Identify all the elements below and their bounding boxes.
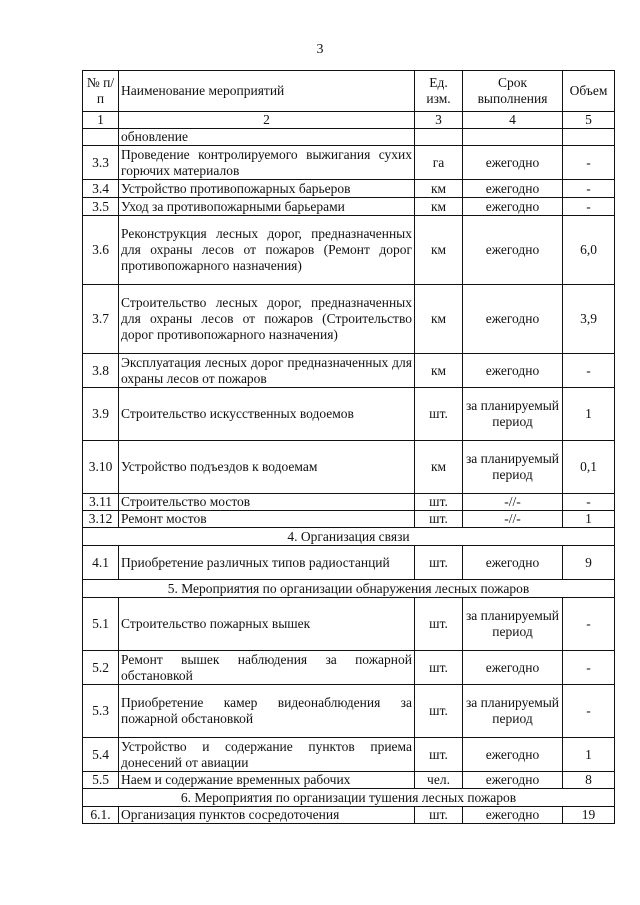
cell-name: Эксплуатация лесных дорог предназначенных для охраны лесов от пожаров: [119, 354, 415, 388]
table-row: [83, 388, 615, 441]
section-header-row: [83, 580, 615, 598]
cell-name: Строительство мостов: [119, 494, 415, 511]
column-numbers-row: [83, 112, 615, 129]
cell-num: 3.10: [83, 441, 119, 494]
page-number: 3: [316, 42, 324, 57]
table-row: [83, 685, 615, 738]
cell-name: Ремонт мостов: [119, 511, 415, 528]
table-row: [83, 146, 615, 180]
table-row: [83, 546, 615, 580]
cell-term: -//-: [463, 511, 563, 528]
cell-num: 4.1: [83, 546, 119, 580]
section-title: 5. Мероприятия по организации обнаружения лесных пожаров: [83, 580, 615, 598]
header-volume: Объем: [563, 71, 615, 112]
table-row: [83, 738, 615, 772]
cell-unit: км: [415, 354, 463, 388]
table-row: [83, 807, 615, 824]
cell-volume: [563, 129, 615, 146]
cell-num: 3.5: [83, 198, 119, 216]
cell-name: Приобретение камер видеонаблюдения за пожарной обстановкой: [119, 685, 415, 738]
cell-unit: шт.: [415, 494, 463, 511]
section-header-row: [83, 528, 615, 546]
section-header-row: [83, 789, 615, 807]
table-row: [83, 494, 615, 511]
cell-unit: шт.: [415, 388, 463, 441]
cell-volume: -: [563, 685, 615, 738]
cell-unit: км: [415, 216, 463, 285]
cell-term: ежегодно: [463, 146, 563, 180]
cell-unit: шт.: [415, 598, 463, 651]
cell-num: 3.3: [83, 146, 119, 180]
cell-name: Устройство подъездов к водоемам: [119, 441, 415, 494]
table-row: [83, 216, 615, 285]
cell-num: 3.8: [83, 354, 119, 388]
table-row: [83, 651, 615, 685]
table-body: [83, 129, 615, 824]
cell-unit: км: [415, 180, 463, 198]
cell-term: за планируемый период: [463, 388, 563, 441]
cell-term: за планируемый период: [463, 441, 563, 494]
column-number: 1: [83, 112, 119, 129]
cell-unit: чел.: [415, 772, 463, 789]
cell-unit: км: [415, 198, 463, 216]
cell-num: 3.9: [83, 388, 119, 441]
cell-term: ежегодно: [463, 216, 563, 285]
cell-term: ежегодно: [463, 772, 563, 789]
cell-num: 3.12: [83, 511, 119, 528]
cell-term: -//-: [463, 494, 563, 511]
cell-volume: 0,1: [563, 441, 615, 494]
cell-name: Строительство лесных дорог, предназначенных для охраны лесов от пожаров (Строительство дорог противопожарного назначения): [119, 285, 415, 354]
cell-unit: шт.: [415, 738, 463, 772]
column-number: 4: [463, 112, 563, 129]
column-number: 3: [415, 112, 463, 129]
cell-name: Приобретение различных типов радиостанций: [119, 546, 415, 580]
cell-num: 5.4: [83, 738, 119, 772]
cell-num: 5.5: [83, 772, 119, 789]
cell-volume: 8: [563, 772, 615, 789]
table-row: [83, 129, 615, 146]
cell-term: за планируемый период: [463, 598, 563, 651]
cell-volume: 6,0: [563, 216, 615, 285]
section-title: 6. Мероприятия по организации тушения лесных пожаров: [83, 789, 615, 807]
cell-name: Организация пунктов сосредоточения: [119, 807, 415, 824]
cell-name: Устройство и содержание пунктов приема донесений от авиации: [119, 738, 415, 772]
cell-unit: шт.: [415, 685, 463, 738]
cell-volume: -: [563, 494, 615, 511]
cell-volume: -: [563, 598, 615, 651]
cell-num: 3.4: [83, 180, 119, 198]
cell-unit: шт.: [415, 651, 463, 685]
cell-name: Ремонт вышек наблюдения за пожарной обстановкой: [119, 651, 415, 685]
cell-term: ежегодно: [463, 285, 563, 354]
cell-unit: км: [415, 285, 463, 354]
cell-num: 3.11: [83, 494, 119, 511]
header-term: Срок выполнения: [463, 71, 563, 112]
cell-name: Строительство пожарных вышек: [119, 598, 415, 651]
table-row: [83, 198, 615, 216]
cell-volume: 1: [563, 511, 615, 528]
cell-num: [83, 129, 119, 146]
cell-name: Строительство искусственных водоемов: [119, 388, 415, 441]
cell-num: 5.1: [83, 598, 119, 651]
cell-num: 6.1.: [83, 807, 119, 824]
cell-volume: 19: [563, 807, 615, 824]
table-row: [83, 511, 615, 528]
cell-term: ежегодно: [463, 180, 563, 198]
table-row: [83, 441, 615, 494]
cell-term: ежегодно: [463, 354, 563, 388]
table-row: [83, 598, 615, 651]
cell-name: Реконструкция лесных дорог, предназначенных для охраны лесов от пожаров (Ремонт дорог противопожарного назначения): [119, 216, 415, 285]
table-row: [83, 180, 615, 198]
cell-volume: 1: [563, 738, 615, 772]
cell-volume: -: [563, 198, 615, 216]
cell-num: 3.6: [83, 216, 119, 285]
cell-name: Уход за противопожарными барьерами: [119, 198, 415, 216]
cell-volume: -: [563, 651, 615, 685]
cell-term: [463, 129, 563, 146]
table-row: [83, 285, 615, 354]
cell-volume: -: [563, 180, 615, 198]
cell-term: ежегодно: [463, 651, 563, 685]
cell-term: за планируемый период: [463, 685, 563, 738]
cell-term: ежегодно: [463, 198, 563, 216]
cell-unit: га: [415, 146, 463, 180]
cell-name: Наем и содержание временных рабочих: [119, 772, 415, 789]
cell-num: 3.7: [83, 285, 119, 354]
cell-unit: шт.: [415, 546, 463, 580]
section-title: 4. Организация связи: [83, 528, 615, 546]
measures-table: [82, 70, 615, 824]
cell-volume: -: [563, 354, 615, 388]
cell-volume: 1: [563, 388, 615, 441]
cell-term: ежегодно: [463, 546, 563, 580]
cell-name: Проведение контролируемого выжигания сухих горючих материалов: [119, 146, 415, 180]
cell-name: Устройство противопожарных барьеров: [119, 180, 415, 198]
cell-name: обновление: [119, 129, 415, 146]
cell-num: 5.3: [83, 685, 119, 738]
cell-num: 5.2: [83, 651, 119, 685]
header-num: № п/п: [83, 71, 119, 112]
cell-volume: 3,9: [563, 285, 615, 354]
header-name: Наименование мероприятий: [119, 71, 415, 112]
cell-unit: [415, 129, 463, 146]
table-header-row: [83, 71, 615, 112]
cell-unit: шт.: [415, 807, 463, 824]
cell-volume: -: [563, 146, 615, 180]
cell-term: ежегодно: [463, 807, 563, 824]
table-row: [83, 772, 615, 789]
header-unit: Ед. изм.: [415, 71, 463, 112]
cell-unit: шт.: [415, 511, 463, 528]
column-number: 5: [563, 112, 615, 129]
table-row: [83, 354, 615, 388]
column-number: 2: [119, 112, 415, 129]
cell-term: ежегодно: [463, 738, 563, 772]
cell-unit: км: [415, 441, 463, 494]
cell-volume: 9: [563, 546, 615, 580]
